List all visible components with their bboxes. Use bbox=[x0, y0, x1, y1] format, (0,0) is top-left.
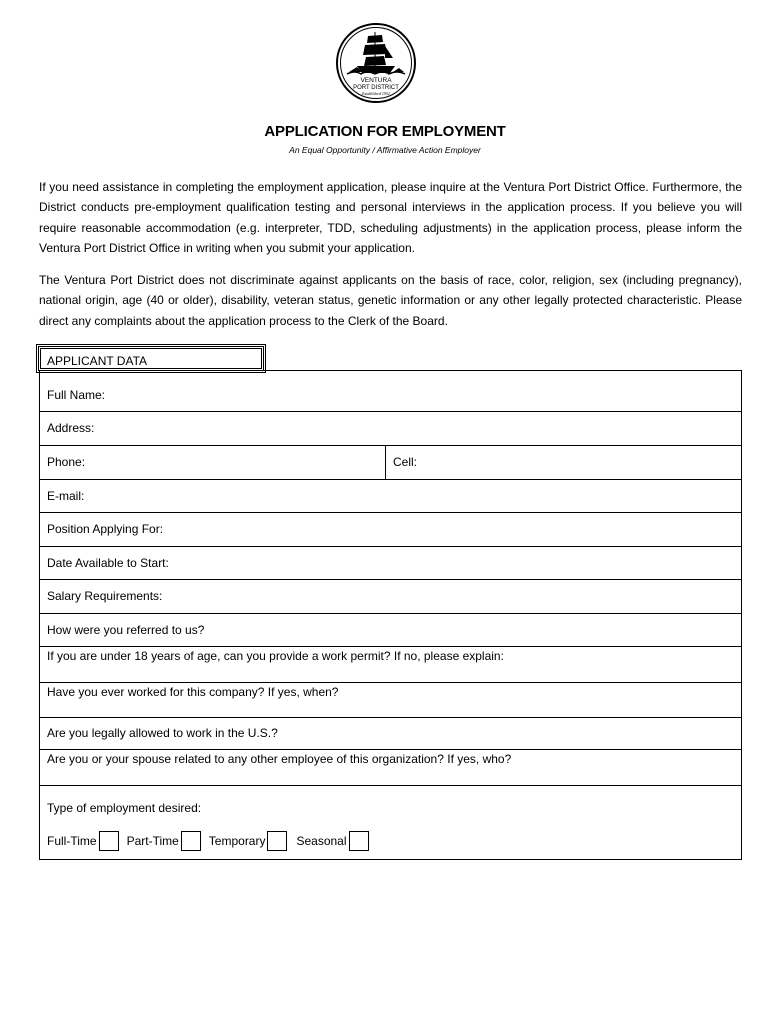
employment-type-options bbox=[47, 831, 375, 851]
worked-before-field[interactable] bbox=[40, 683, 741, 718]
referred-field[interactable] bbox=[40, 614, 741, 647]
address-label: Address: bbox=[47, 421, 95, 435]
email-field[interactable] bbox=[40, 480, 741, 513]
cell-field[interactable] bbox=[386, 446, 741, 479]
full-name-field[interactable] bbox=[40, 371, 741, 412]
address-field[interactable] bbox=[40, 412, 741, 446]
legally-allowed-label: Are you legally allowed to work in the U.S.? bbox=[47, 726, 278, 740]
phone-label: Phone: bbox=[47, 455, 86, 469]
seasonal-checkbox[interactable] bbox=[349, 831, 369, 851]
email-label: E-mail: bbox=[47, 489, 85, 503]
full-time-checkbox[interactable] bbox=[99, 831, 119, 851]
date-available-field[interactable] bbox=[40, 547, 741, 580]
applicant-data-form bbox=[39, 370, 742, 860]
employment-type-label: Type of employment desired: bbox=[47, 801, 202, 815]
part-time-label: Part-Time bbox=[126, 834, 179, 848]
employment-type-field bbox=[40, 786, 741, 859]
legally-allowed-field[interactable] bbox=[40, 718, 741, 750]
phone-field[interactable] bbox=[40, 446, 386, 479]
temporary-checkbox[interactable] bbox=[267, 831, 287, 851]
referred-label: How were you referred to us? bbox=[47, 623, 205, 637]
position-label: Position Applying For: bbox=[47, 522, 164, 536]
cell-label: Cell: bbox=[393, 455, 418, 469]
ventura-port-district-logo bbox=[335, 22, 417, 104]
section-title-applicant-data: APPLICANT DATA bbox=[38, 346, 264, 371]
logo-text-top: VENTURA bbox=[360, 77, 392, 84]
seasonal-label: Seasonal bbox=[296, 834, 347, 848]
full-name-label: Full Name: bbox=[47, 388, 106, 402]
page-title: APPLICATION FOR EMPLOYMENT bbox=[264, 123, 506, 140]
position-field[interactable] bbox=[40, 513, 741, 547]
full-time-label: Full-Time bbox=[47, 834, 97, 848]
logo-text-bottom: PORT DISTRICT bbox=[353, 85, 399, 91]
under-18-label: If you are under 18 years of age, can you provide a work permit? If no, please explain: bbox=[47, 649, 504, 663]
under-18-field[interactable] bbox=[40, 647, 741, 683]
temporary-label: Temporary bbox=[208, 834, 266, 848]
non-discrimination-paragraph: The Ventura Port District does not discriminate against applicants on the basis of race, color, religion, sex (including pregnancy), national origin, age (40 or older), disability, veteran status, genetic information or any other legally protected characteristic. Please direct any complaints about the application process to the Clerk of the Board. bbox=[39, 273, 742, 328]
assistance-paragraph: If you need assistance in completing the employment application, please inquire at the Ventura Port District Office. Furthermore, the District conducts pre-employment qualification testing and personal interviews in the application process. If you believe you will require reasonable accommodation (e.g. interpreter, TDD, scheduling adjustments) in the application process, please inform the Ventura Port District Office in writing when you submit your application. bbox=[39, 180, 742, 255]
salary-label: Salary Requirements: bbox=[47, 589, 163, 603]
logo-script: Established 1952 bbox=[362, 91, 390, 96]
phone-row bbox=[40, 446, 741, 480]
related-label: Are you or your spouse related to any other employee of this organization? If yes, who? bbox=[47, 752, 512, 766]
part-time-checkbox[interactable] bbox=[181, 831, 201, 851]
salary-field[interactable] bbox=[40, 580, 741, 614]
worked-before-label: Have you ever worked for this company? If yes, when? bbox=[47, 685, 339, 699]
date-available-label: Date Available to Start: bbox=[47, 556, 169, 570]
related-field[interactable] bbox=[40, 750, 741, 786]
page-subtitle: An Equal Opportunity / Affirmative Action Employer bbox=[289, 145, 481, 155]
